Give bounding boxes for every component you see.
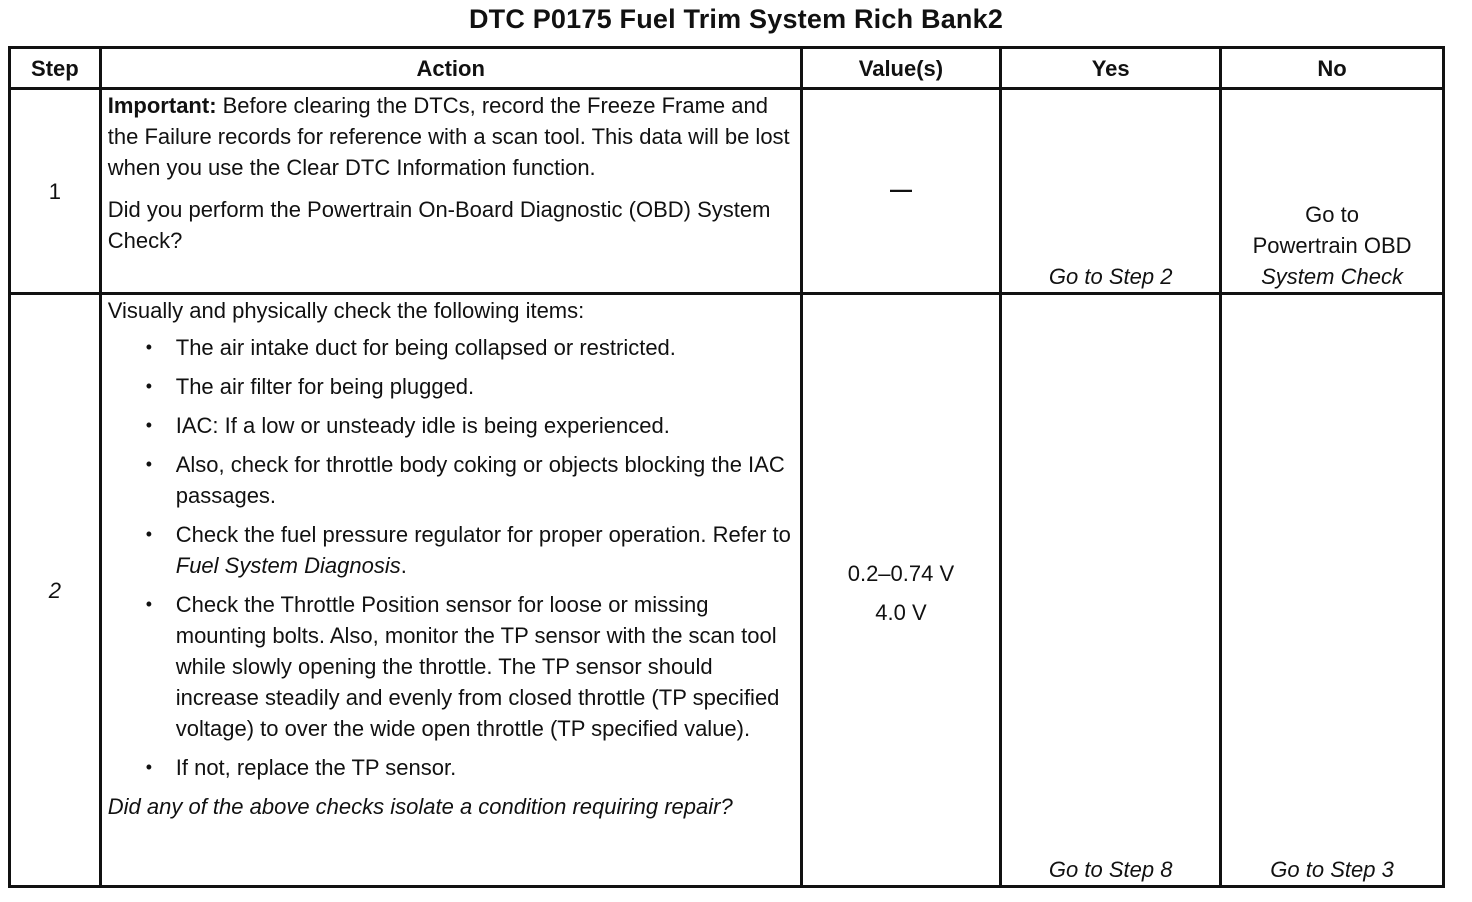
no-goto-link[interactable]: Go to Step 3 (1270, 857, 1394, 882)
yes-cell (1001, 294, 1221, 887)
yes-goto-link[interactable]: Go to Step 2 (1048, 264, 1173, 289)
header-no: No (1221, 48, 1444, 89)
page-title: DTC P0175 Fuel Trim System Rich Bank2 (468, 4, 1004, 34)
list-item (108, 519, 794, 581)
list-item-text: IAC: If a low or unsteady idle is being experienced. (175, 413, 670, 438)
list-item-text: Check the fuel pressure regulator for proper operation. Refer to (175, 522, 791, 547)
action-intro: Visually and physically check the following items: (107, 298, 585, 323)
table-row (10, 294, 1444, 887)
list-item (108, 589, 794, 744)
yes-cell (1001, 89, 1221, 294)
no-goto-prefix: Go to (1305, 202, 1359, 227)
bullet-icon: • (145, 524, 153, 544)
important-label: Important: (107, 93, 217, 118)
no-goto-target[interactable]: Powertrain OBD (1252, 233, 1412, 258)
no-goto-target-cont[interactable]: System Check (1261, 264, 1403, 289)
check-list (108, 332, 794, 783)
list-item-text: The air filter for being plugged. (175, 374, 475, 399)
list-item (108, 332, 794, 363)
tp-voltage-range: 0.2–0.74 V (847, 561, 955, 586)
action-question: Did you perform the Powertrain On-Board Diagnostic (OBD) System Check? (107, 197, 771, 253)
values-cell (801, 89, 1001, 294)
bullet-icon: • (145, 415, 153, 435)
bullet-icon: • (145, 337, 153, 357)
list-item-text: Also, check for throttle body coking or objects blocking the IAC passages. (175, 452, 785, 508)
action-cell (100, 89, 801, 294)
important-note (108, 90, 794, 183)
values-list (809, 295, 994, 628)
table-row (10, 89, 1444, 294)
list-item-text: If not, replace the TP sensor. (175, 755, 457, 780)
important-text: Before clearing the DTCs, record the Freeze Frame and the Failure records for reference with a scan tool. This data will be lost when you use the Clear DTC Information function. (107, 93, 790, 180)
yes-goto-link[interactable]: Go to Step 8 (1048, 857, 1173, 882)
list-item-text: The air intake duct for being collapsed or restricted. (175, 335, 676, 360)
bullet-icon: • (145, 376, 153, 396)
bullet-icon: • (145, 594, 153, 614)
list-item (108, 449, 794, 511)
tp-wot-value: 4.0 V (875, 600, 927, 625)
fuel-system-diagnosis-link[interactable]: Fuel System Diagnosis (175, 553, 401, 578)
step-number: 2 (10, 294, 101, 887)
list-item-text: Check the Throttle Position sensor for loose or missing mounting bolts. Also, monitor the TP sensor with the scan tool while slowly opening the throttle. The TP sensor should increase steadily and evenly from closed throttle (TP specified voltage) to over the wide open throttle (TP specified value). (175, 592, 780, 741)
header-action: Action (100, 48, 801, 89)
header-yes: Yes (1001, 48, 1221, 89)
list-item (108, 752, 794, 783)
no-cell (1221, 294, 1444, 887)
header-step: Step (10, 48, 101, 89)
no-value-dash: — (889, 177, 912, 202)
diagnostic-table (8, 46, 1445, 888)
header-row (10, 48, 1444, 89)
values-cell (801, 294, 1001, 887)
action-question: Did any of the above checks isolate a condition requiring repair? (107, 794, 733, 819)
list-item (108, 371, 794, 402)
action-cell (100, 294, 801, 887)
bullet-icon: • (145, 757, 153, 777)
header-values: Value(s) (801, 48, 1001, 89)
bullet-icon: • (145, 454, 153, 474)
no-cell (1221, 89, 1444, 294)
list-item (108, 410, 794, 441)
step-number: 1 (10, 89, 101, 294)
list-item-text-end: . (400, 553, 407, 578)
